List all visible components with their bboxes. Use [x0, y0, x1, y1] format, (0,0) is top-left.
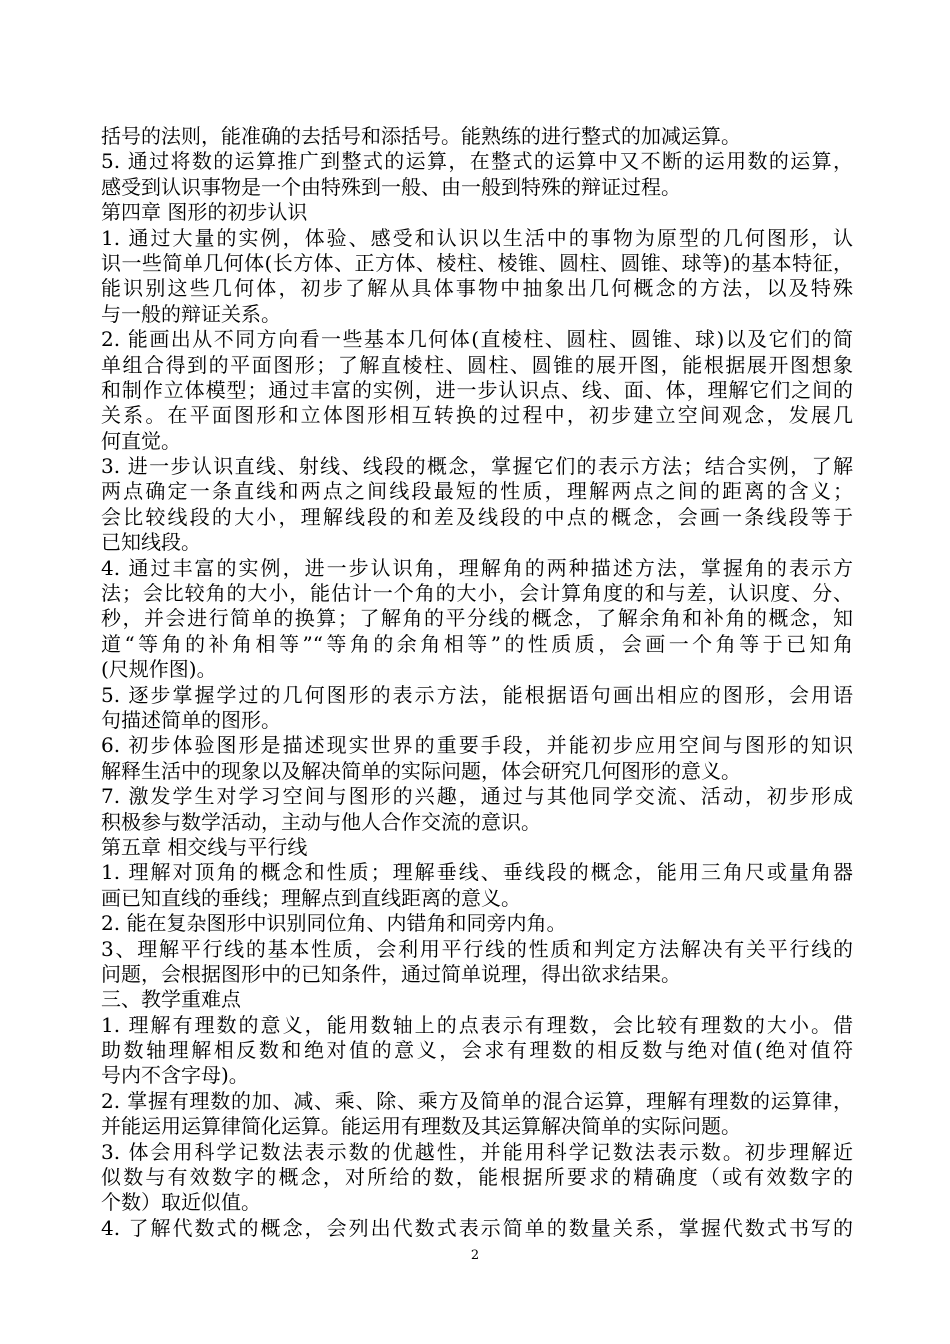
text-line: 第五章 相交线与平行线: [101, 834, 308, 859]
text-line: 何直觉。: [101, 428, 181, 453]
text-line: 积极参与数学活动，主动与他人合作交流的意识。: [101, 809, 541, 834]
text-line: 2. 掌握有理数的加、减、乘、除、乘方及简单的混合运算，理解有理数的运算律，: [101, 1088, 853, 1113]
text-line: 4. 了解代数式的概念，会列出代数式表示简单的数量关系，掌握代数式书写的: [101, 1215, 853, 1240]
text-line: 单组合得到的平面图形；了解直棱柱、圆柱、圆锥的展开图，能根据展开图想象: [101, 352, 853, 377]
text-line: 2. 能画出从不同方向看一些基本几何体(直棱柱、圆柱、圆锥、球)以及它们的简: [101, 327, 853, 352]
text-line: 三、教学重难点: [101, 987, 241, 1012]
text-line: 关系。在平面图形和立体图形相互转换的过程中，初步建立空间观念，发展几: [101, 403, 853, 428]
text-line: 画已知直线的垂线；理解点到直线距离的意义。: [101, 885, 521, 910]
text-line: 5. 逐步掌握学过的几何图形的表示方法，能根据语句画出相应的图形，会用语: [101, 682, 853, 707]
text-line: 1. 理解有理数的意义，能用数轴上的点表示有理数，会比较有理数的大小。借: [101, 1012, 853, 1037]
text-line: 问题，会根据图形中的已知条件，通过简单说理，得出欲求结果。: [101, 961, 681, 986]
text-line: 解释生活中的现象以及解决简单的实际问题，体会研究几何图形的意义。: [101, 758, 741, 783]
page-number: 2: [470, 1248, 480, 1263]
text-line: 3、理解平行线的基本性质，会利用平行线的性质和判定方法解决有关平行线的: [101, 936, 853, 961]
text-line: 1. 通过大量的实例，体验、感受和认识以生活中的事物为原型的几何图形，认: [101, 225, 853, 250]
text-line: 能识别这些几何体，初步了解从具体事物中抽象出几何概念的方法，以及特殊: [101, 276, 853, 301]
text-line: 似数与有效数字的概念，对所给的数，能根据所要求的精确度（或有效数字的: [101, 1165, 853, 1190]
text-line: 和制作立体模型；通过丰富的实例，进一步认识点、线、面、体，理解它们之间的: [101, 377, 853, 402]
text-line: 括号的法则，能准确的去括号和添括号。能熟练的进行整式的加减运算。: [101, 124, 741, 148]
text-line: 与一般的辩证关系。: [101, 301, 281, 326]
text-line: 两点确定一条直线和两点之间线段最短的性质，理解两点之间的距离的含义；: [101, 479, 853, 504]
text-line: 号内不含字母)。: [101, 1063, 249, 1088]
text-line: 句描述简单的图形。: [101, 707, 281, 732]
document-body: [101, 124, 853, 1241]
text-line: 5. 通过将数的运算推广到整式的运算，在整式的运算中又不断的运用数的运算，: [101, 149, 853, 174]
text-line: 个数）取近似值。: [101, 1190, 261, 1215]
text-line: 1. 理解对顶角的概念和性质；理解垂线、垂线段的概念，能用三角尺或量角器: [101, 860, 853, 885]
text-line: 6. 初步体验图形是描述现实世界的重要手段，并能初步应用空间与图形的知识: [101, 733, 853, 758]
text-line: 7. 激发学生对学习空间与图形的兴趣，通过与其他同学交流、活动，初步形成: [101, 784, 853, 809]
text-line: 并能运用运算律简化运算。能运用有理数及其运算解决简单的实际问题。: [101, 1114, 741, 1139]
text-line: 道“等角的补角相等”“等角的余角相等”的性质质，会画一个角等于已知角: [101, 631, 853, 656]
text-line: 2. 能在复杂图形中识别同位角、内错角和同旁内角。: [101, 911, 567, 936]
text-line: 会比较线段的大小，理解线段的和差及线段的中点的概念，会画一条线段等于: [101, 504, 853, 529]
text-line: 秒，并会进行简单的换算；了解角的平分线的概念，了解余角和补角的概念，知: [101, 606, 853, 631]
text-line: (尺规作图)。: [101, 657, 217, 682]
text-line: 法；会比较角的大小，能估计一个角的大小，会计算角度的和与差，认识度、分、: [101, 581, 853, 606]
text-line: 3. 进一步认识直线、射线、线段的概念，掌握它们的表示方法；结合实例，了解: [101, 454, 853, 479]
text-line: 已知线段。: [101, 530, 201, 555]
text-line: 第四章 图形的初步认识: [101, 200, 308, 225]
text-line: 感受到认识事物是一个由特殊到一般、由一般到特殊的辩证过程。: [101, 174, 681, 199]
text-line: 3. 体会用科学记数法表示数的优越性，并能用科学记数法表示数。初步理解近: [101, 1139, 853, 1164]
text-line: 识一些简单几何体(长方体、正方体、棱柱、棱锥、圆柱、圆锥、球等)的基本特征，: [101, 250, 853, 275]
text-line: 4. 通过丰富的实例，进一步认识角，理解角的两种描述方法，掌握角的表示方: [101, 555, 853, 580]
text-line: 助数轴理解相反数和绝对值的意义，会求有理数的相反数与绝对值(绝对值符: [101, 1038, 853, 1063]
